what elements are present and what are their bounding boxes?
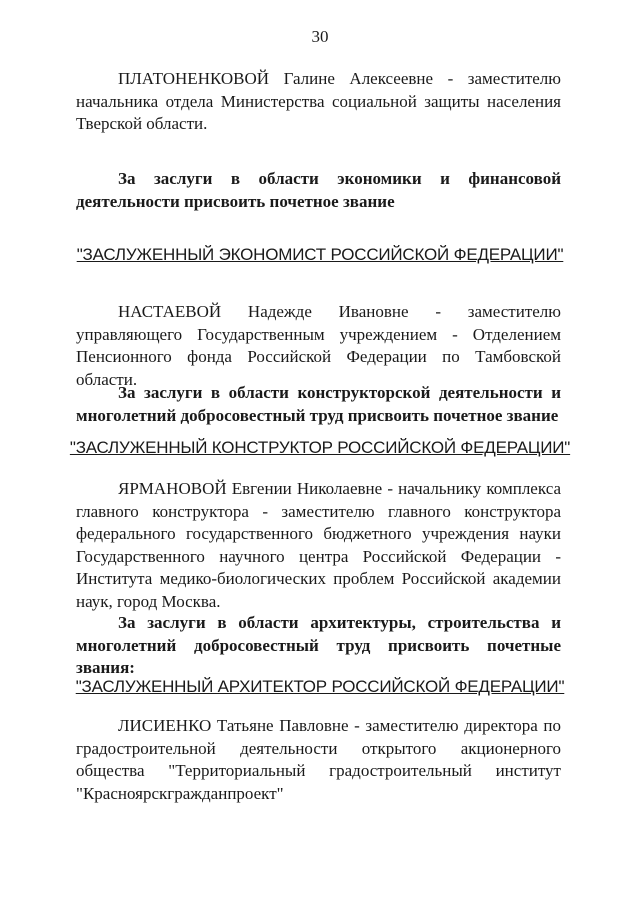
award-title-constructor: "ЗАСЛУЖЕННЫЙ КОНСТРУКТОР РОССИЙСКОЙ ФЕДЕРАЦИИ" [69, 438, 571, 457]
award-recipient-yarmanova: ЯРМАНОВОЙ Евгении Николаевне - начальнику комплекса главного конструктора - заместителю главного конструктора федерального государственного бюджетного учреждения науки Государственного научного центра Российской Федерации - Института медико-биологических проблем Российской академии наук, город Москва. [76, 479, 561, 611]
award-recipient-lisienko: ЛИСИЕНКО Татьяне Павловне - заместителю директора по градостроительной деятельности открытого акционерного общества "Территориальный градостроительный институт "Красноярскгражданпроект" [76, 716, 561, 803]
award-section-heading-economics: За заслуги в области экономики и финансовой деятельности присвоить почетное звание [76, 169, 561, 211]
award-section-heading-constructor: За заслуги в области конструкторской деятельности и многолетний добросовестный труд присвоить почетное звание [76, 383, 561, 425]
award-section-heading-architecture: За заслуги в области архитектуры, строительства и многолетний добросовестный труд присвоить почетные звания: [76, 613, 561, 677]
award-title-economist: "ЗАСЛУЖЕННЫЙ ЭКОНОМИСТ РОССИЙСКОЙ ФЕДЕРАЦИИ" [76, 245, 564, 264]
award-recipient-nastaeva: НАСТАЕВОЙ Надежде Ивановне - заместителю управляющего Государственным учреждением - Отделением Пенсионного фонда Российской Федерации по Тамбовской области. [76, 302, 561, 389]
award-title-architect: "ЗАСЛУЖЕННЫЙ АРХИТЕКТОР РОССИЙСКОЙ ФЕДЕРАЦИИ" [75, 677, 565, 696]
award-recipient-platonenkova: ПЛАТОНЕНКОВОЙ Галине Алексеевне - заместителю начальника отдела Министерства социальной защиты населения Тверской области. [76, 69, 561, 133]
page-number: 30 [311, 27, 329, 46]
